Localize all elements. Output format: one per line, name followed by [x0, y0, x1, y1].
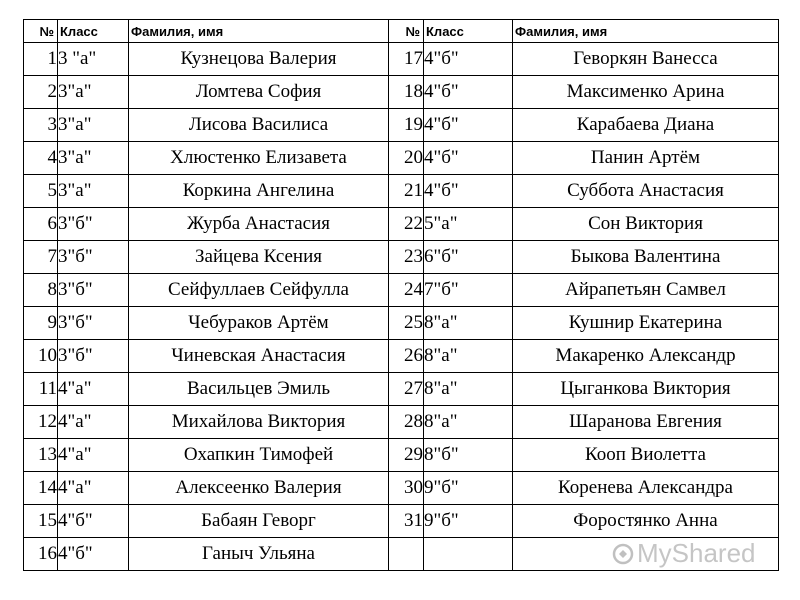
header-class-left: Класс: [58, 20, 129, 43]
table-row: [24, 472, 779, 505]
right-number-cell: 30: [389, 472, 424, 505]
table-row: [24, 439, 779, 472]
header-name-right: Фамилия, имя: [513, 20, 779, 43]
left-class-cell: 4"а": [58, 373, 129, 406]
right-class-cell: 4"б": [424, 76, 513, 109]
table-row: [24, 538, 779, 571]
right-student-name-cell: Сон Виктория: [513, 208, 779, 241]
right-student-name-cell: Кооп Виолетта: [513, 439, 779, 472]
left-class-cell: 3"а": [58, 142, 129, 175]
left-number-cell: 14: [24, 472, 58, 505]
right-number-cell: [389, 538, 424, 571]
right-class-cell: 4"б": [424, 43, 513, 76]
right-number-cell: 28: [389, 406, 424, 439]
right-number-cell: 18: [389, 76, 424, 109]
right-number-cell: 29: [389, 439, 424, 472]
watermark-text: MyShared: [637, 538, 756, 568]
header-row: [24, 20, 779, 43]
left-student-name-cell: Чебураков Артём: [129, 307, 389, 340]
left-student-name-cell: Васильцев Эмиль: [129, 373, 389, 406]
left-student-name-cell: Сейфуллаев Сейфулла: [129, 274, 389, 307]
left-student-name-cell: Зайцева Ксения: [129, 241, 389, 274]
right-student-name-cell: Цыганкова Виктория: [513, 373, 779, 406]
left-number-cell: 13: [24, 439, 58, 472]
left-student-name-cell: Хлюстенко Елизавета: [129, 142, 389, 175]
right-student-name-cell: Макаренко Александр: [513, 340, 779, 373]
left-class-cell: 3"а": [58, 175, 129, 208]
table-row: [24, 241, 779, 274]
left-number-cell: 12: [24, 406, 58, 439]
left-student-name-cell: Михайлова Виктория: [129, 406, 389, 439]
left-class-cell: 4"а": [58, 472, 129, 505]
left-class-cell: 3"б": [58, 208, 129, 241]
table-row: [24, 307, 779, 340]
left-class-cell: 3 "а": [58, 43, 129, 76]
table-row: [24, 373, 779, 406]
header-name-left: Фамилия, имя: [129, 20, 389, 43]
left-number-cell: 15: [24, 505, 58, 538]
left-student-name-cell: Коркина Ангелина: [129, 175, 389, 208]
left-student-name-cell: Охапкин Тимофей: [129, 439, 389, 472]
table-row: [24, 208, 779, 241]
right-class-cell: 4"б": [424, 175, 513, 208]
left-class-cell: 4"а": [58, 406, 129, 439]
right-number-cell: 26: [389, 340, 424, 373]
left-student-name-cell: Ломтева София: [129, 76, 389, 109]
header-class-right: Класс: [424, 20, 513, 43]
left-class-cell: 3"б": [58, 307, 129, 340]
table-row: [24, 505, 779, 538]
table-row: [24, 175, 779, 208]
right-student-name-cell: Форостянко Анна: [513, 505, 779, 538]
right-number-cell: 25: [389, 307, 424, 340]
right-class-cell: 8"а": [424, 373, 513, 406]
right-number-cell: 21: [389, 175, 424, 208]
left-number-cell: 2: [24, 76, 58, 109]
right-student-name-cell: Суббота Анастасия: [513, 175, 779, 208]
left-class-cell: 3"б": [58, 340, 129, 373]
left-number-cell: 8: [24, 274, 58, 307]
right-number-cell: 23: [389, 241, 424, 274]
student-roster-table: [23, 19, 779, 571]
table-row: [24, 406, 779, 439]
left-number-cell: 4: [24, 142, 58, 175]
left-number-cell: 10: [24, 340, 58, 373]
right-class-cell: [424, 538, 513, 571]
right-class-cell: 7"б": [424, 274, 513, 307]
left-class-cell: 4"б": [58, 538, 129, 571]
right-class-cell: 9"б": [424, 472, 513, 505]
header-num-left: №: [24, 20, 58, 43]
right-student-name-cell: Геворкян Ванесса: [513, 43, 779, 76]
left-student-name-cell: Лисова Василиса: [129, 109, 389, 142]
left-student-name-cell: Алексеенко Валерия: [129, 472, 389, 505]
table-row: [24, 142, 779, 175]
right-class-cell: 8"а": [424, 340, 513, 373]
table-row: [24, 43, 779, 76]
right-number-cell: 19: [389, 109, 424, 142]
table-row: [24, 340, 779, 373]
right-number-cell: 20: [389, 142, 424, 175]
left-class-cell: 3"б": [58, 274, 129, 307]
right-class-cell: 9"б": [424, 505, 513, 538]
left-student-name-cell: Чиневская Анастасия: [129, 340, 389, 373]
right-student-name-cell: Шаранова Евгения: [513, 406, 779, 439]
left-class-cell: 3"а": [58, 109, 129, 142]
left-class-cell: 4"а": [58, 439, 129, 472]
right-number-cell: 24: [389, 274, 424, 307]
right-student-name-cell: Кушнир Екатерина: [513, 307, 779, 340]
right-student-name-cell: Айрапетьян Самвел: [513, 274, 779, 307]
left-number-cell: 3: [24, 109, 58, 142]
right-student-name-cell: Коренева Александра: [513, 472, 779, 505]
right-class-cell: 6"б": [424, 241, 513, 274]
right-class-cell: 8"а": [424, 406, 513, 439]
right-class-cell: 4"б": [424, 142, 513, 175]
table-row: [24, 76, 779, 109]
left-number-cell: 5: [24, 175, 58, 208]
right-student-name-cell: [513, 538, 779, 571]
left-number-cell: 6: [24, 208, 58, 241]
left-class-cell: 4"б": [58, 505, 129, 538]
right-number-cell: 17: [389, 43, 424, 76]
left-number-cell: 16: [24, 538, 58, 571]
right-class-cell: 4"б": [424, 109, 513, 142]
left-class-cell: 3"а": [58, 76, 129, 109]
right-student-name-cell: Максименко Арина: [513, 76, 779, 109]
right-student-name-cell: Быкова Валентина: [513, 241, 779, 274]
right-student-name-cell: Панин Артём: [513, 142, 779, 175]
left-number-cell: 1: [24, 43, 58, 76]
left-student-name-cell: Бабаян Геворг: [129, 505, 389, 538]
left-number-cell: 11: [24, 373, 58, 406]
left-student-name-cell: Журба Анастасия: [129, 208, 389, 241]
left-class-cell: 3"б": [58, 241, 129, 274]
left-number-cell: 9: [24, 307, 58, 340]
left-student-name-cell: Ганыч Ульяна: [129, 538, 389, 571]
table-row: [24, 109, 779, 142]
left-number-cell: 7: [24, 241, 58, 274]
header-num-right: №: [389, 20, 424, 43]
right-class-cell: 5"а": [424, 208, 513, 241]
right-class-cell: 8"б": [424, 439, 513, 472]
right-number-cell: 31: [389, 505, 424, 538]
left-student-name-cell: Кузнецова Валерия: [129, 43, 389, 76]
right-class-cell: 8"а": [424, 307, 513, 340]
table-row: [24, 274, 779, 307]
right-number-cell: 27: [389, 373, 424, 406]
right-student-name-cell: Карабаева Диана: [513, 109, 779, 142]
right-number-cell: 22: [389, 208, 424, 241]
